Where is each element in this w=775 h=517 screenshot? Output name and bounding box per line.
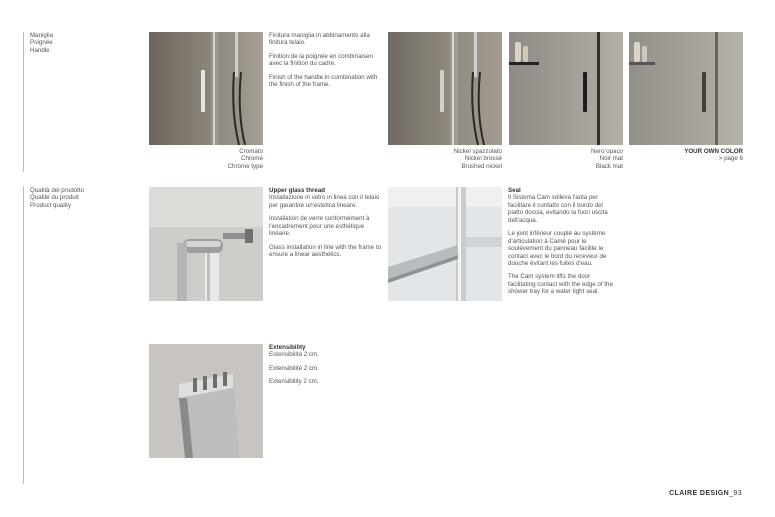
upper-glass-thread-photo [149,187,263,301]
handle-desc-fr: Finition de la poignée en combinaisen avec la finition du cadre. [269,52,373,68]
finish-caption-black: Nero opaco Noir mat Black mat [591,148,623,170]
finish-caption-chrome: Cromato Chromé Chrome type [227,148,263,170]
own-color-handle-photo [629,32,743,145]
page-reference-link[interactable]: > page 6 [718,155,743,163]
finish-caption-nickel: Nickel spazzolato Nickel brossé Brushed nickel [453,148,502,170]
section-divider-handle [23,32,24,172]
extensibility-text: Extensibility Estensibilità 2 cm. Extensibilité 2 cm. Extensibility 2 cm. [269,344,387,392]
nickel-handle-photo [388,32,502,145]
label-en: Handle [30,46,50,54]
label-fr: Poignée [30,39,53,47]
label-en: Product quality [30,201,71,209]
handle-section-label [30,32,53,54]
section-divider-quality [23,186,24,484]
handle-description [269,32,387,95]
label-fr: Qualité du produit [30,194,79,202]
seal-text: Seal Il Sistema Cam solleva l'anta per facilitare il contatto con il bordo del piatto doccia, evitando la fuori uscita dell'acqua. Le joint inférieur couplé au système d'articulation à Camé pour le soulèvement du panneau facilite le contact avec le bord du receveur de douche évitant les fuites d'eau. The Cam system lifts the door facilitating contact with the edge of the shower tray for a water tight seal. [508,187,618,302]
upper-glass-text: Upper glass thread Installazione in vetro in linea con il telaio per garantire un'estetica lineare. Installation de verre conformément à l'encadrement pour une esthétique linéaire. Glass installation in line with the frame to ensure a linear aesthetics. [269,187,387,265]
extensibility-photo [149,344,263,458]
finish-caption-own-color: YOUR OWN COLOR > page 6 [684,148,743,163]
black-handle-photo [509,32,623,145]
page-number: _93 [729,490,742,497]
seal-photo [388,187,502,301]
handle-desc-en: Finish of the handle in combination with the finish of the frame. [269,73,378,89]
upper-glass-title: Upper glass thread [269,187,326,194]
quality-section-label [30,187,84,209]
page-footer [669,490,742,498]
label-it: Maniglia [30,32,54,39]
chrome-handle-photo [149,32,263,145]
label-it: Qualità del prodotto [30,187,85,194]
brand-name: CLAIRE DESIGN [669,490,730,497]
extensibility-title: Extensibility [269,344,306,351]
seal-title: Seal [508,187,521,194]
handle-desc-it: Finitura maniglia in abbinamento alla finitura telaio. [269,32,370,47]
